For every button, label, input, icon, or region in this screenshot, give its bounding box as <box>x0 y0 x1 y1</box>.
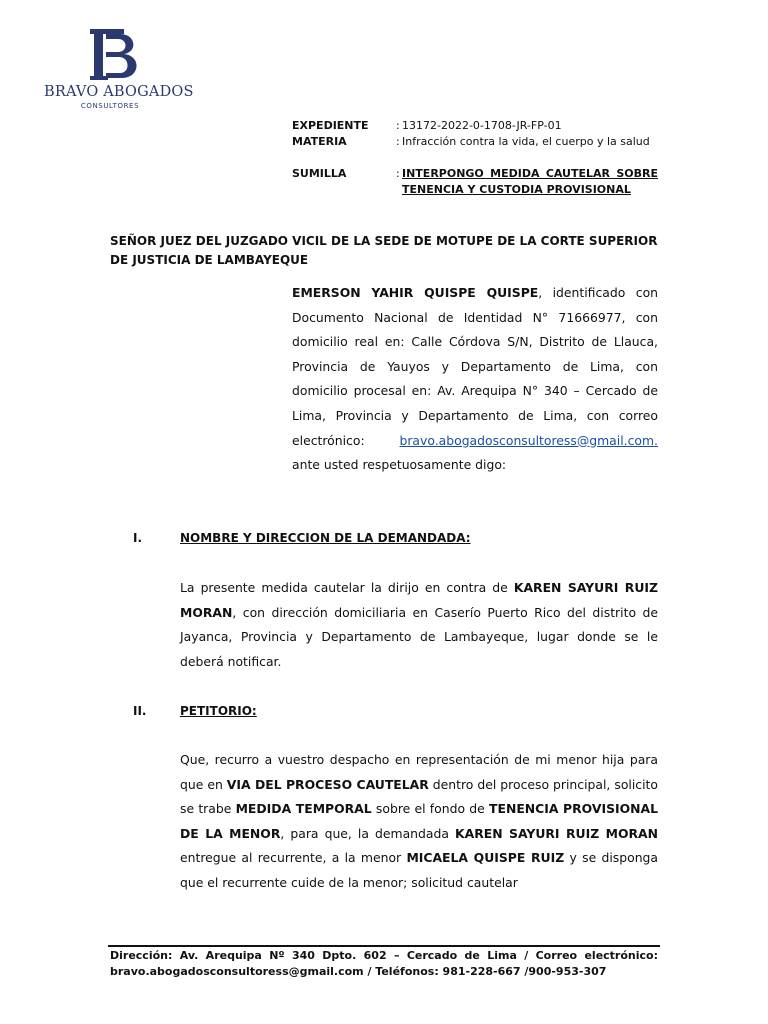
plaintiff-name: EMERSON YAHIR QUISPE QUISPE <box>292 285 539 300</box>
materia-value: Infracción contra la vida, el cuerpo y la salud <box>402 135 650 148</box>
footer-divider <box>108 945 660 947</box>
text: dentro del proceso principal, solicito se trabe <box>180 776 658 817</box>
defendant-name: KAREN SAYURI RUIZ MORAN <box>455 825 658 841</box>
minor-name: MICAELA QUISPE RUIZ <box>406 850 565 866</box>
text: , con dirección domiciliaria en Caserío Puerto Rico del distrito de Jayanca, Provincia y Departamento de Lambayeque, lugar donde se le deberá notificar. <box>180 604 658 669</box>
bold-term: TENENCIA PROVISIONAL DE LA MENOR <box>180 801 659 841</box>
bold-term: VIA DEL PROCESO CAUTELAR <box>226 776 429 792</box>
expediente-value: 13172-2022-0-1708-JR-FP-01 <box>402 119 562 132</box>
text: sobre el fondo de <box>371 801 490 817</box>
sumilla-value: INTERPONGO MEDIDA CAUTELAR SOBRE TENENCIA Y CUSTODIA PROVISIONAL <box>402 167 658 196</box>
sumilla-label: SUMILLA <box>292 167 347 180</box>
intro-paragraph <box>292 281 658 478</box>
company-logo <box>44 26 194 122</box>
materia-label: MATERIA <box>292 135 347 148</box>
colon: : <box>396 135 400 148</box>
text: entregue al recurrente, a la menor <box>180 850 407 866</box>
colon: : <box>396 119 400 132</box>
text: Que, recurro a vuestro despacho en representación de mi menor hija para que en <box>180 752 658 792</box>
addressee-heading: SEÑOR JUEZ DEL JUZGADO VICIL DE LA SEDE DE MOTUPE DE LA CORTE SUPERIOR DE JUSTICIA DE LAMBAYEQUE <box>110 234 658 267</box>
colon: : <box>396 167 400 180</box>
text: y se disponga que el recurrente cuide de la menor; solicitud cautelar <box>180 850 659 890</box>
text: La presente medida cautelar la dirijo en contra de <box>180 580 514 595</box>
section-2-paragraph <box>180 748 658 896</box>
logo-subtitle: CONSULTORES <box>80 102 140 110</box>
email-link[interactable]: bravo.abogadosconsultoress@gmail.com. <box>399 432 658 448</box>
intro-closing: ante usted respetuosamente digo: <box>292 457 507 473</box>
defendant-name: KAREN SAYURI RUIZ MORAN <box>180 580 659 620</box>
logo-name: BRAVO ABOGADOS <box>44 84 194 100</box>
section-2-title: PETITORIO: <box>180 704 257 718</box>
section-1-number: I. <box>133 531 143 545</box>
bold-term: MEDIDA TEMPORAL <box>235 801 372 817</box>
expediente-label: EXPEDIENTE <box>292 119 369 132</box>
section-1-title: NOMBRE Y DIRECCION DE LA DEMANDADA: <box>180 531 471 545</box>
text: , para que, la demandada <box>280 825 456 841</box>
intro-text: , identificado con Documento Nacional de Identidad N° 71666977, con domicilio real en: Calle Córdova S/N, Distrito de Llauca, Provincia de Yauyos y Departamento de Lima, con domicilio procesal en: Av. Arequipa N° 340 – Cercado de Lima, Provincia y Departamento de Lima, con correo electrónico: <box>292 285 659 448</box>
footer-contact: Dirección: Av. Arequipa Nº 340 Dpto. 602 – Cercado de Lima / Correo electrónico: bravo.abogadosconsultoress@gmail.com / Teléfonos: 981-228-667 /900-953-307 <box>110 949 658 978</box>
section-2-number: II. <box>133 704 147 718</box>
section-1-paragraph <box>180 576 658 674</box>
bravo-monogram-icon <box>44 26 176 84</box>
